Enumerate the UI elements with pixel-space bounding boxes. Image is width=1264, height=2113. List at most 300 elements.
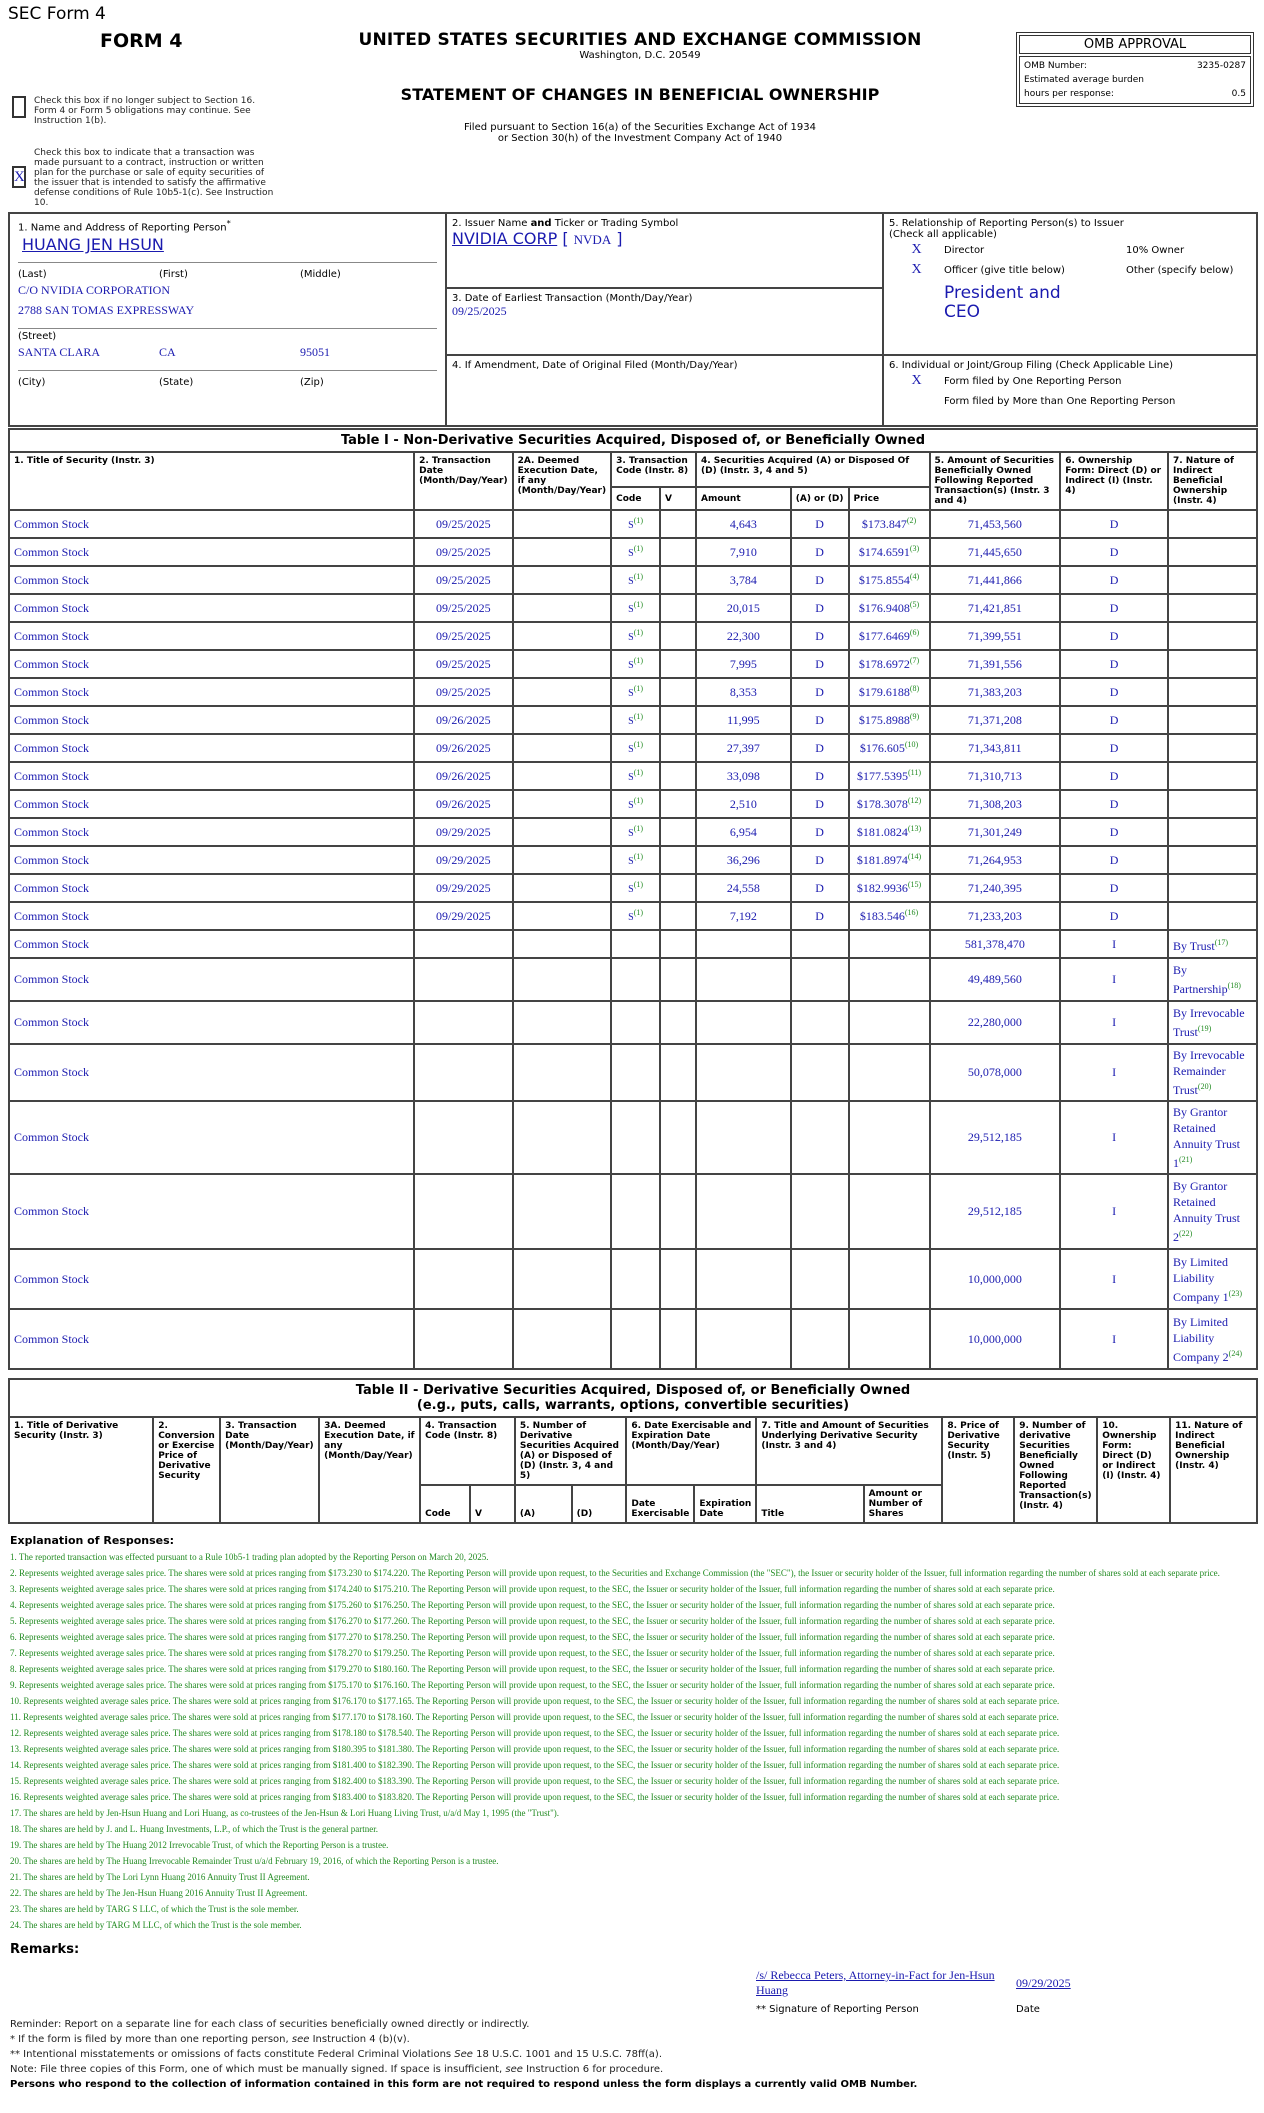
amount (696, 1001, 791, 1044)
ownership-form: D (1060, 706, 1168, 734)
footnote-ref[interactable]: (8) (909, 684, 920, 693)
v-flag (660, 706, 696, 734)
table-row (9, 1309, 1257, 1369)
deemed-date (513, 622, 612, 650)
transaction-code: S$^{(1)}$ (611, 538, 660, 566)
table-row (9, 566, 1257, 594)
footnote: 15. Represents weighted average sales price. The shares were sold at prices ranging from $182.400 to $183.390. The Reporting Person will provide upon request, to the SEC, the Issuer or security holder of the Issuer, full information regarding the number of shares sold at each separate price. (10, 1776, 1060, 1786)
table-2-title (9, 1379, 1257, 1417)
v-flag (660, 958, 696, 1001)
director-label: Director (944, 244, 985, 256)
footnote-ref[interactable]: (1) (633, 796, 644, 805)
price: $173.847$^{(2)}$ (849, 510, 930, 538)
rule10b5-checkbox-row (12, 148, 274, 208)
table-1-non-derivative (8, 428, 1258, 1370)
amount (696, 1101, 791, 1174)
table-row (9, 510, 1257, 538)
amount-owned: 10,000,000 (930, 1309, 1061, 1369)
price (849, 1309, 930, 1369)
reporting-person-name-link[interactable]: HUANG JEN HSUN (22, 235, 164, 255)
t2-subheader-d: (D) (572, 1485, 627, 1523)
nature-of-ownership (1168, 622, 1257, 650)
footnote-ref[interactable]: (1) (633, 600, 644, 609)
note-multiple-persons: * If the form is filed by more than one reporting person, see Instruction 4 (b)(v). (10, 2034, 410, 2045)
footnote-ref[interactable]: (1) (633, 880, 644, 889)
v-flag (660, 594, 696, 622)
table-row (9, 678, 1257, 706)
acquired-or-disposed: D (791, 566, 849, 594)
table-row (9, 958, 1257, 1001)
footnote: 8. Represents weighted average sales price. The shares were sold at prices ranging from $179.270 to $180.160. The Reporting Person will provide upon request, to the SEC, the Issuer or security holder of the Issuer, full information regarding the number of shares sold at each separate price. (10, 1664, 1055, 1674)
footnote-ref[interactable]: (1) (633, 740, 644, 749)
city-value: SANTA CLARA (18, 345, 101, 360)
transaction-code: S$^{(1)}$ (611, 874, 660, 902)
footnote-ref[interactable]: (17) (1214, 937, 1229, 947)
footnote: 9. Represents weighted average sales price. The shares were sold at prices ranging from $175.170 to $176.160. The Reporting Person will provide upon request, to the SEC, the Issuer or security holder of the Issuer, full information regarding the number of shares sold at each separate price. (10, 1680, 1055, 1690)
footnote: 11. Represents weighted average sales price. The shares were sold at prices ranging from $177.170 to $178.160. The Reporting Person will provide upon request, to the SEC, the Issuer or security holder of the Issuer, full information regarding the number of shares sold at each separate price. (10, 1712, 1059, 1722)
owner10-label: 10% Owner (1126, 244, 1185, 256)
table-row (9, 930, 1257, 958)
table-2-title-line-1: Table II - Derivative Securities Acquired, Disposed of, or Beneficially Owned (355, 1383, 911, 1398)
deemed-date (513, 1309, 612, 1369)
footnote-ref[interactable]: (16) (904, 908, 919, 917)
city-label: (City) (18, 377, 46, 389)
date-label: Date (1016, 2004, 1040, 2015)
footnote: 5. Represents weighted average sales price. The shares were sold at prices ranging from $176.270 to $177.260. The Reporting Person will provide upon request, to the SEC, the Issuer or security holder of the Issuer, full information regarding the number of shares sold at each separate price. (10, 1616, 1055, 1626)
omb-details (1019, 56, 1251, 104)
footnote-ref[interactable]: (22) (1178, 1229, 1193, 1238)
nature-of-ownership: By Irrevocable Remainder Trust$^{(20)}$ (1168, 1044, 1257, 1101)
amount-owned: 71,399,551 (930, 622, 1061, 650)
acquired-or-disposed (791, 1174, 849, 1249)
acquired-or-disposed: D (791, 818, 849, 846)
footnote-ref[interactable]: (11) (908, 768, 922, 777)
security-title: Common Stock (9, 566, 414, 594)
price: $176.605$^{(10)}$ (849, 734, 930, 762)
acquired-or-disposed: D (791, 874, 849, 902)
transaction-date (414, 1044, 513, 1101)
footnote-ref[interactable]: (1) (633, 908, 644, 917)
t1-header-code: 3. Transaction Code (Instr. 8) (611, 452, 696, 487)
footnote-ref[interactable]: (2) (906, 516, 917, 525)
acquired-or-disposed (791, 1101, 849, 1174)
transaction-code: S$^{(1)}$ (611, 818, 660, 846)
amount (696, 1309, 791, 1369)
transaction-date: 09/29/2025 (414, 818, 513, 846)
nature-of-ownership (1168, 706, 1257, 734)
transaction-date (414, 958, 513, 1001)
ownership-form: D (1060, 678, 1168, 706)
ownership-form: I (1060, 1309, 1168, 1369)
deemed-date (513, 818, 612, 846)
document-label: SEC Form 4 (8, 4, 106, 24)
v-flag (660, 1101, 696, 1174)
acquired-or-disposed (791, 930, 849, 958)
footnote-ref[interactable]: (20) (1197, 1082, 1212, 1091)
price: $175.8988$^{(9)}$ (849, 706, 930, 734)
ownership-form: D (1060, 846, 1168, 874)
footnote-ref[interactable]: (5) (909, 600, 920, 609)
transaction-code: S$^{(1)}$ (611, 594, 660, 622)
amount (696, 1044, 791, 1101)
footnote-ref[interactable]: (1) (633, 852, 644, 861)
price (849, 1044, 930, 1101)
transaction-date: 09/25/2025 (414, 650, 513, 678)
footnote: 19. The shares are held by The Huang 2012 Irrevocable Trust, of which the Reporting Person is a trustee. (10, 1840, 389, 1850)
footnote-ref[interactable]: (1) (633, 656, 644, 665)
section16-text: Check this box if no longer subject to Section 16. Form 4 or Form 5 obligations may continue. See Instruction 1(b). (34, 96, 256, 126)
footnote-ref[interactable]: (1) (633, 768, 644, 777)
security-title: Common Stock (9, 650, 414, 678)
table-row (9, 622, 1257, 650)
security-title: Common Stock (9, 762, 414, 790)
note-misstatements: ** Intentional misstatements or omissions of facts constitute Federal Criminal Violations See 18 U.S.C. 1001 and 15 U.S.C. 78ff(a). (10, 2049, 663, 2060)
footer-notes (10, 2017, 917, 2092)
nature-of-ownership (1168, 538, 1257, 566)
nature-of-ownership (1168, 566, 1257, 594)
table-row (9, 762, 1257, 790)
footnote: 6. Represents weighted average sales price. The shares were sold at prices ranging from $177.270 to $178.250. The Reporting Person will provide upon request, to the SEC, the Issuer or security holder of the Issuer, full information regarding the number of shares sold at each separate price. (10, 1632, 1055, 1642)
amount: 2,510 (696, 790, 791, 818)
footnote-ref[interactable]: (9) (909, 712, 920, 721)
v-flag (660, 1001, 696, 1044)
amount-owned: 29,512,185 (930, 1101, 1061, 1174)
footnote: 14. Represents weighted average sales price. The shares were sold at prices ranging from $181.400 to $182.390. The Reporting Person will provide upon request, to the SEC, the Issuer or security holder of the Issuer, full information regarding the number of shares sold at each separate price. (10, 1760, 1060, 1770)
price: $176.9408$^{(5)}$ (849, 594, 930, 622)
section16-checkbox-row (12, 96, 274, 126)
omb-approval-box (1016, 32, 1254, 107)
footnote: 17. The shares are held by Jen-Hsun Huang and Lori Huang, as co-trustees of the Jen-Hsun & Lori Huang Living Trust, u/a/d May 1, 1995 (the "Trust"). (10, 1808, 560, 1818)
amount: 8,353 (696, 678, 791, 706)
amount: 24,558 (696, 874, 791, 902)
table-row (9, 874, 1257, 902)
acquired-or-disposed: D (791, 622, 849, 650)
transaction-date: 09/25/2025 (414, 678, 513, 706)
transaction-code: S$^{(1)}$ (611, 678, 660, 706)
security-title: Common Stock (9, 678, 414, 706)
price (849, 1249, 930, 1309)
transaction-date: 09/26/2025 (414, 734, 513, 762)
footnote-ref[interactable]: (1) (633, 516, 644, 525)
officer-title-line-2: CEO (944, 302, 980, 322)
officer-title (944, 284, 1251, 322)
footnote-ref[interactable]: (15) (907, 880, 922, 889)
signature-date-link[interactable]: 09/29/2025 (1016, 1975, 1071, 1990)
footnote-ref[interactable]: (13) (907, 824, 922, 833)
amount: 7,995 (696, 650, 791, 678)
footnote-ref[interactable]: (1) (633, 824, 644, 833)
price: $182.9936$^{(15)}$ (849, 874, 930, 902)
omb-notice: Persons who respond to the collection of information contained in this form are not required to respond unless the form displays a currently valid OMB Number. (10, 2079, 918, 2090)
t1-header-owned: 5. Amount of Securities Beneficially Owned Following Reported Transaction(s) (Instr. 3 and 4) (930, 452, 1061, 510)
amount-owned: 71,343,811 (930, 734, 1061, 762)
t2-header-date: 3. Transaction Date (Month/Day/Year) (220, 1417, 319, 1523)
amount-owned: 71,421,851 (930, 594, 1061, 622)
transaction-code (611, 958, 660, 1001)
footnote-ref[interactable]: (7) (909, 656, 920, 665)
v-flag (660, 622, 696, 650)
amount: 6,954 (696, 818, 791, 846)
transaction-date: 09/25/2025 (414, 594, 513, 622)
table-row (9, 594, 1257, 622)
price (849, 958, 930, 1001)
t2-header-price: 8. Price of Derivative Security (Instr. 5) (942, 1417, 1014, 1523)
t2-subheader-a: (A) (515, 1485, 572, 1523)
v-flag (660, 790, 696, 818)
v-flag (660, 1309, 696, 1369)
omb-hours-label: hours per response: (1024, 89, 1114, 99)
amount: 36,296 (696, 846, 791, 874)
t2-header-title: 1. Title of Derivative Security (Instr. 3) (9, 1417, 153, 1523)
table-row (9, 846, 1257, 874)
v-flag (660, 846, 696, 874)
other-label: Other (specify below) (1126, 264, 1234, 276)
table-row (9, 902, 1257, 930)
agency-location: Washington, D.C. 20549 (579, 50, 701, 61)
last-label: (Last) (18, 269, 47, 281)
ownership-form: I (1060, 958, 1168, 1001)
director-checkmark[interactable]: X (911, 242, 922, 257)
transaction-code: S$^{(1)}$ (611, 566, 660, 594)
footnote-ref[interactable]: (23) (1228, 1288, 1242, 1298)
table-row (9, 818, 1257, 846)
footnote: 16. Represents weighted average sales price. The shares were sold at prices ranging from $183.400 to $183.820. The Reporting Person will provide upon request, to the SEC, the Issuer or security holder of the Issuer, full information regarding the number of shares sold at each separate price. (10, 1792, 1060, 1802)
price (849, 1174, 930, 1249)
t1-subheader-v: V (660, 487, 696, 510)
acquired-or-disposed: D (791, 594, 849, 622)
officer-title-line-1: President and (944, 283, 1061, 303)
security-title: Common Stock (9, 1101, 414, 1174)
footnote-ref[interactable]: (4) (909, 572, 920, 581)
security-title: Common Stock (9, 818, 414, 846)
deemed-date (513, 790, 612, 818)
footnote-ref[interactable]: (21) (1178, 1155, 1193, 1164)
transaction-code (611, 1044, 660, 1101)
acquired-or-disposed (791, 1044, 849, 1101)
ownership-form: D (1060, 734, 1168, 762)
t2-header-owned: 9. Number of derivative Securities Beneficially Owned Following Reported Transaction(s) (Instr. 4) (1014, 1417, 1097, 1523)
amount-owned: 71,264,953 (930, 846, 1061, 874)
nature-of-ownership (1168, 846, 1257, 874)
v-flag (660, 566, 696, 594)
box1-label: 1. Name and Address of Reporting Person (18, 222, 227, 234)
price: $183.546$^{(16)}$ (849, 902, 930, 930)
amount-owned: 29,512,185 (930, 1174, 1061, 1249)
t2-header-deemed: 3A. Deemed Execution Date, if any (Month/Day/Year) (319, 1417, 420, 1523)
header (340, 30, 940, 144)
one-person-checkmark[interactable]: X (911, 373, 922, 388)
footnote-ref[interactable]: (1) (633, 544, 644, 553)
price: $181.8974$^{(14)}$ (849, 846, 930, 874)
footnote-ref[interactable]: (19) (1197, 1024, 1212, 1033)
nature-of-ownership (1168, 762, 1257, 790)
deemed-date (513, 930, 612, 958)
acquired-or-disposed: D (791, 650, 849, 678)
transaction-date: 09/25/2025 (414, 622, 513, 650)
box4-amendment (447, 356, 882, 425)
nature-of-ownership (1168, 594, 1257, 622)
transaction-date: 09/26/2025 (414, 762, 513, 790)
ownership-form: D (1060, 538, 1168, 566)
amount-owned: 49,489,560 (930, 958, 1061, 1001)
nature-of-ownership (1168, 650, 1257, 678)
t2-subheader-title: Title (756, 1485, 863, 1523)
transaction-date: 09/29/2025 (414, 902, 513, 930)
transaction-date (414, 1309, 513, 1369)
security-title: Common Stock (9, 958, 414, 1001)
footnote-ref[interactable]: (14) (907, 852, 922, 861)
footnote-ref[interactable]: (24) (1228, 1348, 1242, 1358)
footnote-ref[interactable]: (3) (909, 544, 920, 553)
deemed-date (513, 762, 612, 790)
t1-subheader-price: Price (849, 487, 930, 510)
signature-block (756, 1968, 1176, 2015)
signature-link[interactable]: /s/ Rebecca Peters, Attorney-in-Fact for Jen-Hsun Huang (756, 1968, 995, 1997)
boxes-5-6 (884, 214, 1256, 425)
transaction-date: 09/29/2025 (414, 874, 513, 902)
footnote-ref[interactable]: (6) (909, 628, 920, 637)
filed-pursuant (340, 122, 940, 144)
box2-label-and: and (530, 218, 552, 229)
price (849, 930, 930, 958)
t2-subheader-expiration: Expiration Date (694, 1485, 756, 1523)
amount-owned: 71,391,556 (930, 650, 1061, 678)
nature-of-ownership: By Grantor Retained Annuity Trust 2$^{(22)}$ (1168, 1174, 1257, 1249)
footnote: 18. The shares are held by J. and L. Huang Investments, L.P., of which the Trust is the general partner. (10, 1824, 379, 1834)
footnote-ref[interactable]: (10) (904, 740, 919, 749)
explanation-of-responses (10, 1534, 1254, 1931)
acquired-or-disposed: D (791, 706, 849, 734)
nature-of-ownership: By Irrevocable Trust$^{(19)}$ (1168, 1001, 1257, 1044)
v-flag (660, 650, 696, 678)
price (849, 1001, 930, 1044)
box2-label-post: Ticker or Trading Symbol (551, 218, 679, 229)
omb-burden-label: Estimated average burden (1024, 75, 1144, 85)
security-title: Common Stock (9, 930, 414, 958)
note-file-copies: Note: File three copies of this Form, one of which must be manually signed. If space is insufficient, see Instruction 6 for procedure. (10, 2064, 664, 2075)
box2-issuer: 2. Issuer Name and Ticker or Trading Symbol NVIDIA CORP [ NVDA ] (447, 214, 882, 289)
amount-owned: 22,280,000 (930, 1001, 1061, 1044)
v-flag (660, 1044, 696, 1101)
state-label: (State) (159, 377, 194, 389)
footnote-ref[interactable]: (1) (633, 572, 644, 581)
t2-subheader-amount: Amount or Number of Shares (864, 1485, 943, 1523)
footnote-ref[interactable]: (18) (1227, 981, 1241, 990)
nature-of-ownership (1168, 510, 1257, 538)
t1-header-nature: 7. Nature of Indirect Beneficial Ownership (Instr. 4) (1168, 452, 1257, 510)
price: $181.0824$^{(13)}$ (849, 818, 930, 846)
officer-label: Officer (give title below) (944, 264, 1065, 276)
acquired-or-disposed: D (791, 510, 849, 538)
remarks-heading: Remarks: (10, 1942, 80, 1957)
security-title: Common Stock (9, 874, 414, 902)
nature-of-ownership (1168, 678, 1257, 706)
acquired-or-disposed: D (791, 902, 849, 930)
v-flag (660, 538, 696, 566)
acquired-or-disposed: D (791, 538, 849, 566)
t2-header-form: 10. Ownership Form: Direct (D) or Indirect (I) (Instr. 4) (1097, 1417, 1170, 1523)
nature-of-ownership: By Trust$^{(17)}$ (1168, 930, 1257, 958)
amount-owned: 71,308,203 (930, 790, 1061, 818)
table-row (9, 650, 1257, 678)
security-title: Common Stock (9, 1174, 414, 1249)
box6-filing-type (884, 356, 1256, 425)
omb-number-label: OMB Number: (1024, 61, 1087, 71)
t2-subheader-code: Code (420, 1485, 470, 1523)
footnote: 22. The shares are held by The Jen-Hsun Huang 2016 Annuity Trust II Agreement. (10, 1888, 308, 1898)
transaction-code: S$^{(1)}$ (611, 622, 660, 650)
amount (696, 1174, 791, 1249)
acquired-or-disposed: D (791, 678, 849, 706)
acquired-or-disposed (791, 1309, 849, 1369)
nature-of-ownership (1168, 734, 1257, 762)
footnote-ref[interactable]: (1) (633, 684, 644, 693)
footnote-ref[interactable]: (12) (907, 796, 922, 805)
amount: 7,910 (696, 538, 791, 566)
transaction-date: 09/25/2025 (414, 510, 513, 538)
footnote: 7. Represents weighted average sales price. The shares were sold at prices ranging from $178.270 to $179.250. The Reporting Person will provide upon request, to the SEC, the Issuer or security holder of the Issuer, full information regarding the number of shares sold at each separate price. (10, 1648, 1055, 1658)
box4-label: 4. If Amendment, Date of Original Filed (Month/Day/Year) (452, 360, 738, 371)
omb-hours-value: 0.5 (1231, 89, 1246, 99)
rule10b5-checkbox[interactable]: X (12, 166, 26, 188)
transaction-code (611, 1249, 660, 1309)
transaction-code: S$^{(1)}$ (611, 762, 660, 790)
acquired-or-disposed (791, 1001, 849, 1044)
acquired-or-disposed: D (791, 762, 849, 790)
price: $178.3078$^{(12)}$ (849, 790, 930, 818)
table-1-body (9, 510, 1257, 1369)
v-flag (660, 874, 696, 902)
transaction-code: S$^{(1)}$ (611, 734, 660, 762)
zip-value: 95051 (300, 345, 330, 360)
acquired-or-disposed: D (791, 846, 849, 874)
deemed-date (513, 874, 612, 902)
price: $175.8554$^{(4)}$ (849, 566, 930, 594)
transaction-date (414, 1001, 513, 1044)
amount-owned: 71,233,203 (930, 902, 1061, 930)
t1-subheader-code: Code (611, 487, 660, 510)
footnote-ref[interactable]: (1) (633, 628, 644, 637)
v-flag (660, 734, 696, 762)
t2-header-code: 4. Transaction Code (Instr. 8) (420, 1417, 515, 1485)
officer-checkmark[interactable]: X (911, 262, 922, 277)
middle-label: (Middle) (300, 269, 341, 281)
transaction-code: S$^{(1)}$ (611, 650, 660, 678)
more-persons-label: Form filed by More than One Reporting Person (944, 395, 1176, 407)
acquired-or-disposed: D (791, 734, 849, 762)
amount-owned: 71,301,249 (930, 818, 1061, 846)
state-value: CA (159, 345, 176, 360)
box3-earliest-transaction (447, 289, 882, 356)
footnote: 4. Represents weighted average sales price. The shares were sold at prices ranging from $175.260 to $176.250. The Reporting Person will provide upon request, to the SEC, the Issuer or security holder of the Issuer, full information regarding the number of shares sold at each separate price. (10, 1600, 1055, 1610)
amount: 33,098 (696, 762, 791, 790)
street-line-1: C/O NVIDIA CORPORATION (18, 283, 171, 298)
amount-owned: 71,371,208 (930, 706, 1061, 734)
footnote-ref[interactable]: (1) (633, 712, 644, 721)
ownership-form: D (1060, 874, 1168, 902)
footnote: 3. Represents weighted average sales price. The shares were sold at prices ranging from $174.240 to $175.210. The Reporting Person will provide upon request, to the SEC, the Issuer or security holder of the Issuer, full information regarding the number of shares sold at each separate price. (10, 1584, 1055, 1594)
amount-owned: 10,000,000 (930, 1249, 1061, 1309)
table-row (9, 1044, 1257, 1101)
transaction-date (414, 930, 513, 958)
section16-checkbox[interactable] (12, 96, 26, 118)
price (849, 1101, 930, 1174)
t2-subheader-exercisable: Date Exercisable (626, 1485, 694, 1523)
ownership-form: D (1060, 510, 1168, 538)
transaction-code (611, 1001, 660, 1044)
issuer-name-link[interactable]: NVIDIA CORP (452, 229, 558, 248)
boxes-2-3-4 (447, 214, 884, 425)
